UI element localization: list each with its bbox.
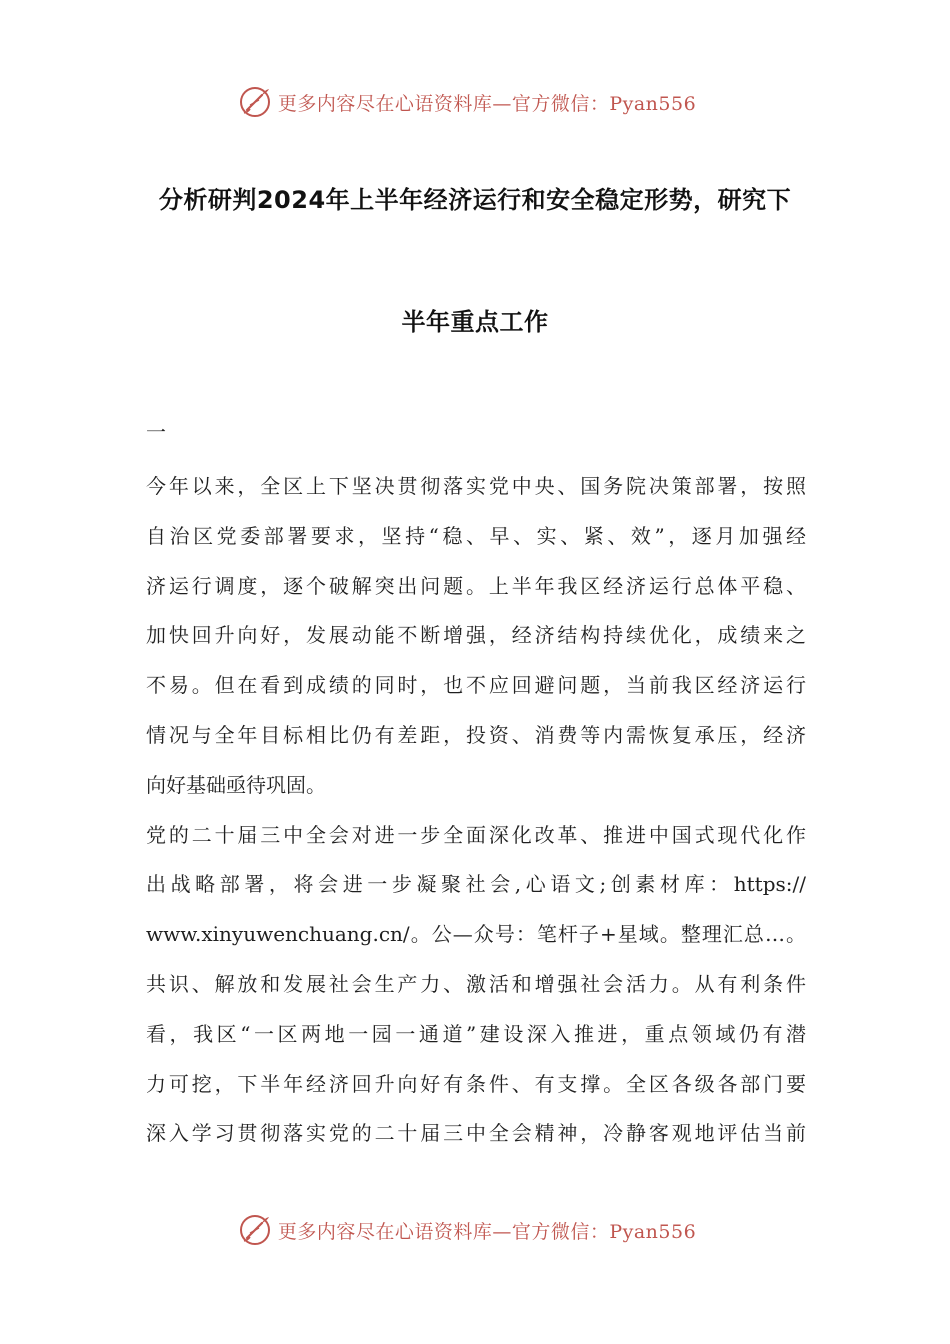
quill-pen-logo-icon xyxy=(238,1213,272,1247)
body-line: 今年以来，全区上下坚决贯彻落实党中央、国务院决策部署，按照 xyxy=(146,474,806,498)
body-line: 看，我区“一区两地一园一通道”建设深入推进，重点领域仍有潜 xyxy=(146,1021,806,1046)
header-watermark-banner xyxy=(0,80,950,124)
body-line: 力可挖，下半年经济回升向好有条件、有支撑。全区各级各部门要 xyxy=(146,1071,806,1096)
footer-watermark-text: 更多内容尽在心语资料库—官方微信：Pyan556 xyxy=(277,1220,697,1243)
body-line: 向好基础亟待巩固。 xyxy=(146,772,326,797)
footer-watermark-banner xyxy=(0,1208,950,1252)
body-line: 共识、解放和发展社会生产力、激活和增强社会活力。从有利条件 xyxy=(146,971,806,996)
body-line: 济运行调度，逐个破解突出问题。上半年我区经济运行总体平稳、 xyxy=(146,573,806,598)
document-body xyxy=(146,462,806,1159)
body-line: www.xinyuwenchuang.cn/。公—众号：笔杆子+星域。整理汇总…。 xyxy=(146,922,806,947)
body-line: 情况与全年目标相比仍有差距，投资、消费等内需恢复承压，经济 xyxy=(146,722,806,747)
body-line: 不易。但在看到成绩的同时，也不应回避问题，当前我区经济运行 xyxy=(146,673,806,698)
body-line: 自治区党委部署要求，坚持“稳、早、实、紧、效”，逐月加强经 xyxy=(146,523,806,548)
section-number: 一 xyxy=(146,420,166,444)
document-title-line-1: 分析研判2024年上半年经济运行和安全稳定形势，研究下 xyxy=(158,186,792,214)
body-line: 加快回升向好，发展动能不断增强，经济结构持续优化，成绩来之 xyxy=(146,623,806,648)
quill-pen-logo-icon xyxy=(238,85,272,119)
body-line: 党的二十届三中全会对进一步全面深化改革、推进中国式现代化作 xyxy=(146,822,806,847)
body-line: 出战略部署，将会进一步凝聚社会,心语文;创素材库：https:// xyxy=(146,872,806,897)
header-watermark-text: 更多内容尽在心语资料库—官方微信：Pyan556 xyxy=(277,92,697,115)
document-title-line-2: 半年重点工作 xyxy=(401,308,549,336)
body-line: 深入学习贯彻落实党的二十届三中全会精神，冷静客观地评估当前 xyxy=(146,1121,806,1146)
